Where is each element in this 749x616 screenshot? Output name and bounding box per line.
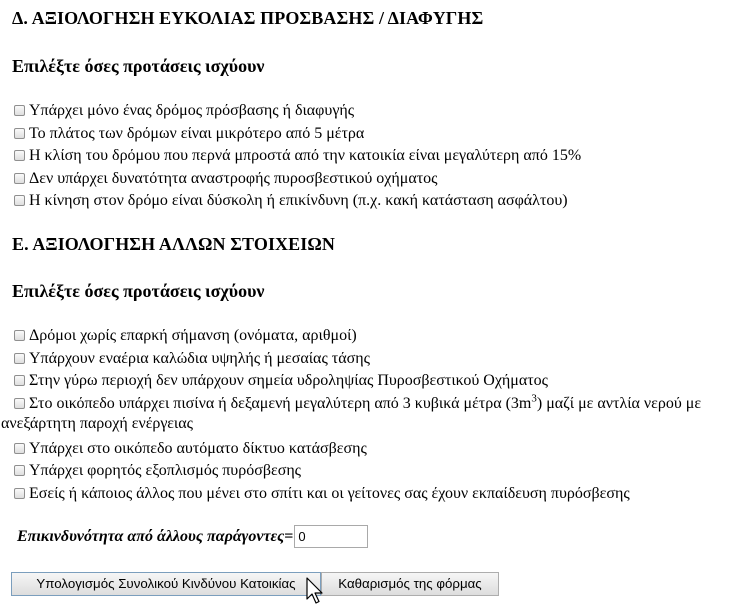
checkbox[interactable] (14, 398, 25, 409)
section-e-checklist (1, 326, 749, 507)
calculate-risk-button[interactable]: Υπολογισμός Συνολικού Κινδύνου Κατοικίας (11, 572, 321, 596)
checkbox[interactable] (14, 173, 25, 184)
checklist-item[interactable] (13, 439, 749, 462)
reset-form-button[interactable]: Καθαρισμός της φόρμας (321, 572, 499, 596)
checkbox[interactable] (14, 150, 25, 161)
section-d-checklist (13, 101, 749, 214)
checklist-item[interactable] (13, 371, 749, 394)
section-e-title: Ε. ΑΞΙΟΛΟΓΗΣΗ ΑΛΛΩΝ ΣΤΟΙΧΕΙΩΝ (12, 234, 335, 254)
label-line2: ανεξάρτητη παροχή ενέργειας (1, 414, 193, 432)
checklist-item[interactable] (13, 326, 749, 349)
checkbox-label: Η κλίση του δρόμου που περνά μπροστά από την κατοικία είναι μεγαλύτερη από 15% (29, 147, 582, 165)
risk-other-row (17, 525, 368, 548)
checkbox-label: Στην γύρω περιοχή δεν υπάρχουν σημεία υδροληψίας Πυροσβεστικού Οχήματος (29, 372, 549, 390)
checkbox[interactable] (14, 353, 25, 364)
checkbox-label: Δεν υπάρχει δυνατότητα αναστροφής πυροσβεστικού οχήματος (29, 169, 438, 187)
checkbox-label: Το πλάτος των δρόμων είναι μικρότερο από 5 μέτρα (29, 124, 365, 142)
section-d-instruction: Επιλέξτε όσες προτάσεις ισχύουν (12, 56, 265, 76)
checkbox-label: Υπάρχει φορητός εξοπλισμός πυρόσβεσης (29, 462, 302, 480)
risk-other-value-field[interactable] (294, 525, 368, 548)
checkbox-label: Υπάρχουν εναέρια καλώδια υψηλής ή μεσαίας τάσης (29, 349, 370, 367)
checkbox-label: Εσείς ή κάποιος άλλος που μένει στο σπίτι και οι γείτονες σας έχουν εκπαίδευση πυρόσβεσης (29, 484, 630, 502)
mouse-pointer-icon (306, 577, 326, 607)
checkbox[interactable] (14, 195, 25, 206)
equals-sign: = (284, 527, 294, 545)
checkbox-label: Η κίνηση στον δρόμο είναι δύσκολη ή επικίνδυνη (π.χ. κακή κατάσταση ασφάλτου) (29, 192, 568, 210)
checkbox[interactable] (14, 488, 25, 499)
checklist-item[interactable] (13, 461, 749, 484)
section-d-title: Δ. ΑΞΙΟΛΟΓΗΣΗ ΕΥΚΟΛΙΑΣ ΠΡΟΣΒΑΣΗΣ / ΔΙΑΦΥΓΗΣ (12, 8, 484, 28)
checklist-item[interactable] (13, 169, 749, 192)
checkbox[interactable] (14, 330, 25, 341)
checklist-item[interactable] (13, 484, 749, 507)
checklist-item[interactable] (13, 191, 749, 214)
label-part2: ) μαζί με αντλία νερού με (536, 394, 702, 412)
superscript-3: 3 (531, 392, 537, 405)
checkbox-label: Δρόμοι χωρίς επαρκή σήμανση (ονόματα, αριθμοί) (29, 327, 357, 344)
checkbox[interactable] (14, 443, 25, 454)
checklist-item[interactable] (13, 349, 749, 372)
checkbox-label: Υπάρχει μόνο ένας δρόμος πρόσβασης ή διαφυγής (29, 102, 355, 119)
checkbox-label: Υπάρχει στο οικόπεδο αυτόματο δίκτυο κατάσβεσης (29, 439, 367, 457)
label-part1: Στο οικόπεδο υπάρχει πισίνα ή δεξαμενή μεγαλύτερη από 3 κυβικά μέτρα (3m (29, 394, 532, 412)
checklist-item[interactable] (0, 394, 749, 439)
checkbox[interactable] (14, 128, 25, 139)
risk-other-label: Επικινδυνότητα από άλλους παράγοντες (17, 527, 285, 545)
checkbox[interactable] (14, 105, 25, 116)
checklist-item[interactable] (13, 101, 749, 124)
checklist-item[interactable] (13, 146, 749, 169)
section-e-instruction: Επιλέξτε όσες προτάσεις ισχύουν (12, 281, 265, 301)
checkbox[interactable] (14, 465, 25, 476)
checklist-item[interactable] (13, 124, 749, 147)
checkbox-label-multiline (0, 394, 740, 434)
checkbox[interactable] (14, 375, 25, 386)
